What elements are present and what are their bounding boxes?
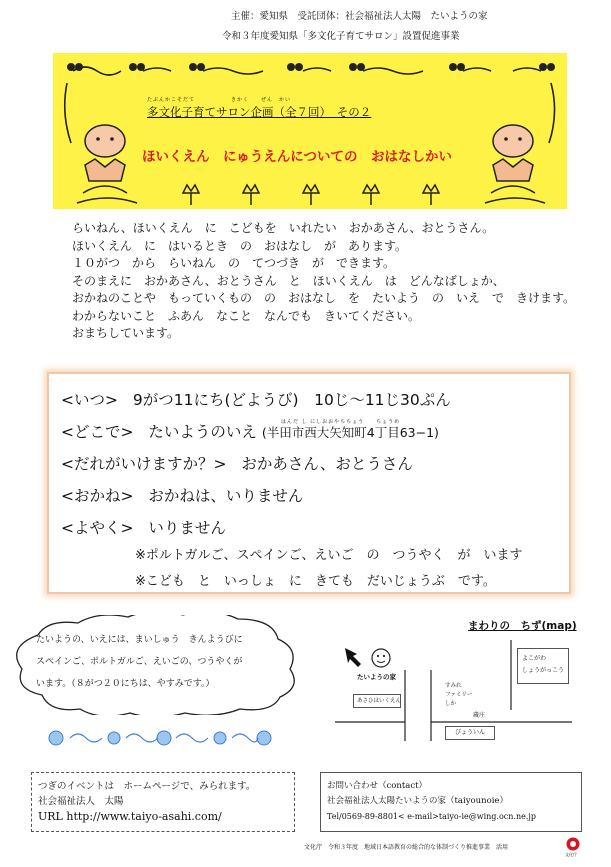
- header-organizer: 主催：愛知県 受託団体：社会福祉法人太陽 たいようの家: [231, 11, 488, 22]
- intro-line: わからないこと ふあん なこと なんでも きいてください。: [72, 308, 421, 323]
- reserve-value: いりません: [148, 519, 226, 537]
- address-ruby: はんだ し にしおおやちちょう ちょうめ: [281, 419, 401, 425]
- contact-org: 社会福祉法人太陽たいようの家（taiyounoie）: [327, 796, 508, 806]
- header-project: 令和３年度愛知県「多文化子育てサロン」設置促進事業: [222, 31, 460, 42]
- map-label-yokogawa: [517, 648, 569, 684]
- subtitle-ruby: たぶんかこそだて きかく ぜん かい: [147, 97, 292, 103]
- map-label-byoin: びょういん: [445, 726, 495, 740]
- who-value: おかあさん、おとうさん: [241, 455, 413, 473]
- reserve-row: [61, 516, 226, 538]
- intro-line: ほいくえん に はいるとき の おはなし が あります。: [72, 238, 408, 253]
- when-row: [61, 388, 451, 410]
- intro-line: らいねん、ほいくえん に こどもを いれたい おかあさん、おとうさん。: [72, 221, 495, 235]
- map-label-asahi: あさひはいくえん: [353, 694, 401, 708]
- children-note: ※こども と いっしょ に きても だいじょうぶ です。: [135, 574, 496, 589]
- event-info-box: [47, 372, 571, 594]
- cloud-line: います。（８がつ２０にちは、やすみです。）: [36, 679, 215, 689]
- banner-decoration: [53, 53, 567, 209]
- contact-details[interactable]: Tel/0569-89-8801< e-mail>taiyo-ie@wing.ocn.ne.jp: [327, 812, 536, 821]
- event-url[interactable]: URL http://www.taiyo-asahi.com/: [38, 810, 222, 823]
- when-value: 9がつ11にち(どようび) 10じ～11じ30ぷん: [132, 391, 451, 409]
- intro-line: おまちしています。: [72, 326, 180, 340]
- who-label: <だれがいけますか？>: [61, 455, 227, 473]
- cloud-line: スペインご、ポルトガルご、えいごの、つうやくが: [36, 657, 243, 667]
- sumire-line: すみれ: [445, 683, 462, 689]
- where-value: たいようのいえ: [148, 423, 257, 441]
- interpreter-note: ※ポルトガルご、スペインご、えいご の つうやく が います: [135, 548, 523, 563]
- cost-row: [61, 484, 303, 506]
- map-title: まわりの ちず(map): [468, 620, 577, 632]
- cloud-text: [36, 629, 243, 695]
- agency-logo-mark: [565, 836, 581, 852]
- cost-value: おかねは、いりません: [148, 487, 304, 505]
- title-banner: [53, 53, 567, 209]
- reserve-label: <よやく>: [61, 519, 134, 537]
- decorative-sun-strip: [44, 724, 276, 752]
- sumire-line: ファミリー: [445, 692, 473, 698]
- contact-box: [320, 772, 582, 832]
- where-label: <どこで>: [61, 423, 134, 441]
- cloud-line: たいようの、いえには、まいしゅう きんようびに: [36, 635, 243, 645]
- contact-heading: お問い合わせ（contact）: [327, 781, 428, 791]
- map-label-sumire: [445, 682, 472, 709]
- yokogawa-line: しょうがっこう: [522, 667, 565, 674]
- agency-logo: [565, 836, 581, 852]
- cost-label: <おかね>: [61, 487, 134, 505]
- yokogawa-line: よこがわ: [522, 655, 547, 662]
- banner-title: ほいくえん にゅうえんについての おはなしかい: [142, 149, 452, 165]
- map-label-taiyo: たいようの家: [357, 673, 396, 681]
- where-row: [61, 420, 439, 442]
- banner-subtitle: 多文化子育てサロン企画（全７回） その２: [147, 105, 372, 119]
- event-note: つぎのイベントは ホームページで、みられます。: [38, 781, 256, 792]
- intro-text: [72, 220, 575, 343]
- map-label-kura: 蔵庄: [473, 712, 486, 719]
- intro-line: そのまえに おかあさん、おとうさん と ほいくえん は どんなばしょか、: [72, 273, 505, 288]
- area-map: [335, 630, 572, 741]
- cloud-bubble: [8, 615, 326, 715]
- event-org: 社会福祉法人 太陽: [38, 796, 124, 807]
- footer-text: 文化庁 令和３年度 地域日本語教育の総合的な体制づくり推進事業 活用: [304, 844, 509, 851]
- intro-line: １０がつ から らいねん の てつづき が できます。: [72, 256, 396, 270]
- next-event-box: [31, 772, 295, 832]
- where-address: (半田市西大矢知町4丁目63−1): [261, 425, 439, 440]
- when-label: <いつ>: [61, 391, 118, 409]
- intro-line: おかねのことや もっていくもの の おはなし を たいよう の いえ で きけます。: [72, 291, 576, 305]
- who-row: [61, 452, 413, 474]
- agency-logo-text: 文化庁: [565, 852, 577, 857]
- sumire-line: しか: [445, 701, 457, 707]
